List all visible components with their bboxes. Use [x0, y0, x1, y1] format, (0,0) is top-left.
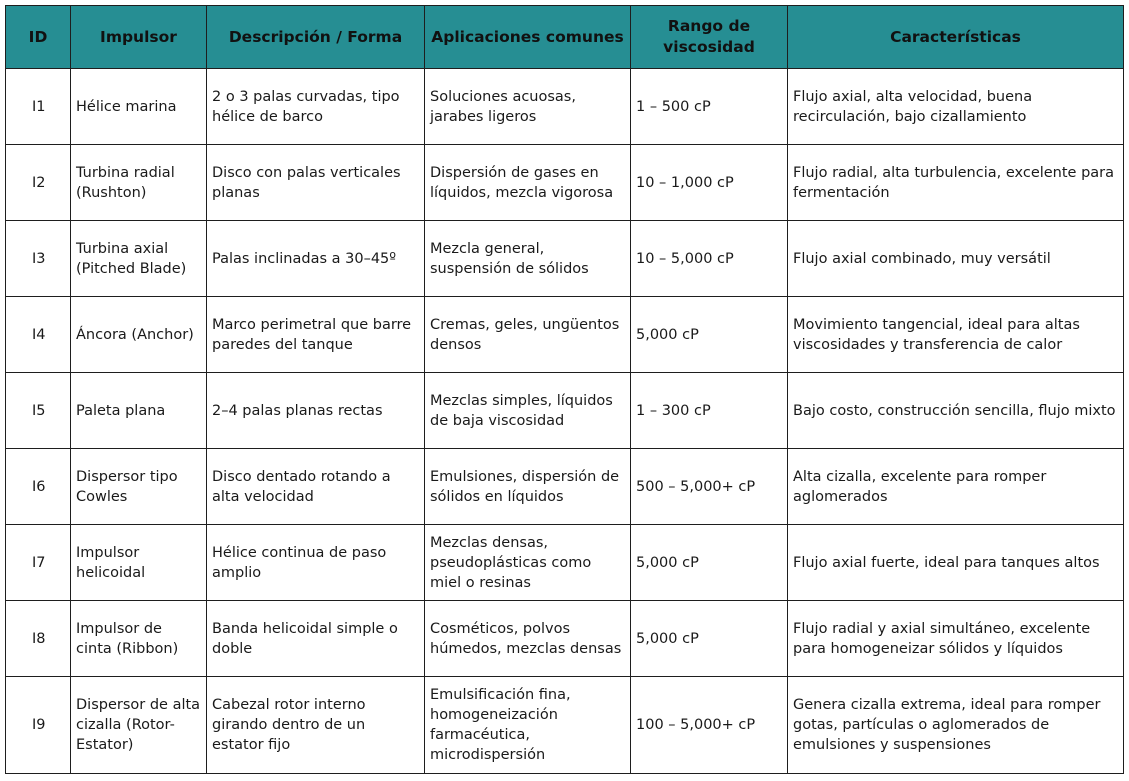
header-rango	[631, 6, 788, 69]
cell-caracteristicas: Flujo axial fuerte, ideal para tanques altos	[788, 525, 1124, 601]
cell-aplicaciones: Mezclas densas, pseudoplásticas como miel o resinas	[425, 525, 631, 601]
table-row	[6, 525, 1124, 601]
cell-id: I7	[6, 525, 71, 601]
table-row	[6, 601, 1124, 677]
table-row	[6, 297, 1124, 373]
cell-impulsor: Turbina radial (Rushton)	[71, 145, 207, 221]
cell-id: I8	[6, 601, 71, 677]
cell-aplicaciones: Mezcla general, suspensión de sólidos	[425, 221, 631, 297]
cell-rango: 5,000 cP	[631, 297, 788, 373]
header-rango-line1: Rango de	[667, 17, 751, 35]
cell-impulsor: Paleta plana	[71, 373, 207, 449]
cell-id: I9	[6, 677, 71, 774]
header-aplicaciones: Aplicaciones comunes	[425, 6, 631, 69]
cell-impulsor: Turbina axial (Pitched Blade)	[71, 221, 207, 297]
table-header-row	[6, 6, 1124, 69]
impeller-table	[5, 5, 1124, 774]
cell-aplicaciones: Cosméticos, polvos húmedos, mezclas densas	[425, 601, 631, 677]
table-row	[6, 221, 1124, 297]
cell-aplicaciones: Cremas, geles, ungüentos densos	[425, 297, 631, 373]
cell-rango: 100 – 5,000+ cP	[631, 677, 788, 774]
cell-rango: 5,000 cP	[631, 525, 788, 601]
cell-impulsor: Impulsor helicoidal	[71, 525, 207, 601]
cell-caracteristicas: Flujo radial y axial simultáneo, excelente para homogeneizar sólidos y líquidos	[788, 601, 1124, 677]
cell-caracteristicas: Flujo axial, alta velocidad, buena recirculación, bajo cizallamiento	[788, 69, 1124, 145]
cell-aplicaciones: Soluciones acuosas, jarabes ligeros	[425, 69, 631, 145]
cell-descripcion: Banda helicoidal simple o doble	[207, 601, 425, 677]
cell-descripcion: Cabezal rotor interno girando dentro de un estator fijo	[207, 677, 425, 774]
cell-id: I1	[6, 69, 71, 145]
cell-id: I2	[6, 145, 71, 221]
cell-rango: 500 – 5,000+ cP	[631, 449, 788, 525]
cell-caracteristicas: Movimiento tangencial, ideal para altas viscosidades y transferencia de calor	[788, 297, 1124, 373]
table-row	[6, 373, 1124, 449]
cell-id: I3	[6, 221, 71, 297]
cell-rango: 5,000 cP	[631, 601, 788, 677]
cell-descripcion: Disco dentado rotando a alta velocidad	[207, 449, 425, 525]
cell-descripcion: 2 o 3 palas curvadas, tipo hélice de barco	[207, 69, 425, 145]
cell-id: I5	[6, 373, 71, 449]
cell-rango: 10 – 5,000 cP	[631, 221, 788, 297]
header-descripcion: Descripción / Forma	[207, 6, 425, 69]
table-row	[6, 69, 1124, 145]
table-row	[6, 145, 1124, 221]
cell-aplicaciones: Emulsificación fina, homogeneización farmacéutica, microdispersión	[425, 677, 631, 774]
header-impulsor: Impulsor	[71, 6, 207, 69]
cell-rango: 1 – 300 cP	[631, 373, 788, 449]
cell-rango: 10 – 1,000 cP	[631, 145, 788, 221]
cell-aplicaciones: Mezclas simples, líquidos de baja viscosidad	[425, 373, 631, 449]
cell-impulsor: Hélice marina	[71, 69, 207, 145]
header-caracteristicas: Características	[788, 6, 1124, 69]
header-rango-line2: viscosidad	[663, 38, 755, 56]
cell-impulsor: Impulsor de cinta (Ribbon)	[71, 601, 207, 677]
cell-aplicaciones: Dispersión de gases en líquidos, mezcla vigorosa	[425, 145, 631, 221]
cell-caracteristicas: Flujo radial, alta turbulencia, excelente para fermentación	[788, 145, 1124, 221]
cell-caracteristicas: Bajo costo, construcción sencilla, flujo mixto	[788, 373, 1124, 449]
table-row	[6, 677, 1124, 774]
cell-impulsor: Dispersor de alta cizalla (Rotor-Estator)	[71, 677, 207, 774]
cell-rango: 1 – 500 cP	[631, 69, 788, 145]
cell-caracteristicas: Genera cizalla extrema, ideal para romper gotas, partículas o aglomerados de emulsiones y suspensiones	[788, 677, 1124, 774]
cell-impulsor: Dispersor tipo Cowles	[71, 449, 207, 525]
cell-id: I4	[6, 297, 71, 373]
cell-descripcion: Disco con palas verticales planas	[207, 145, 425, 221]
cell-id: I6	[6, 449, 71, 525]
cell-descripcion: 2–4 palas planas rectas	[207, 373, 425, 449]
header-id: ID	[6, 6, 71, 69]
table-row	[6, 449, 1124, 525]
cell-descripcion: Marco perimetral que barre paredes del tanque	[207, 297, 425, 373]
cell-impulsor: Áncora (Anchor)	[71, 297, 207, 373]
cell-descripcion: Hélice continua de paso amplio	[207, 525, 425, 601]
cell-descripcion: Palas inclinadas a 30–45º	[207, 221, 425, 297]
cell-caracteristicas: Alta cizalla, excelente para romper aglomerados	[788, 449, 1124, 525]
cell-caracteristicas: Flujo axial combinado, muy versátil	[788, 221, 1124, 297]
cell-aplicaciones: Emulsiones, dispersión de sólidos en líquidos	[425, 449, 631, 525]
